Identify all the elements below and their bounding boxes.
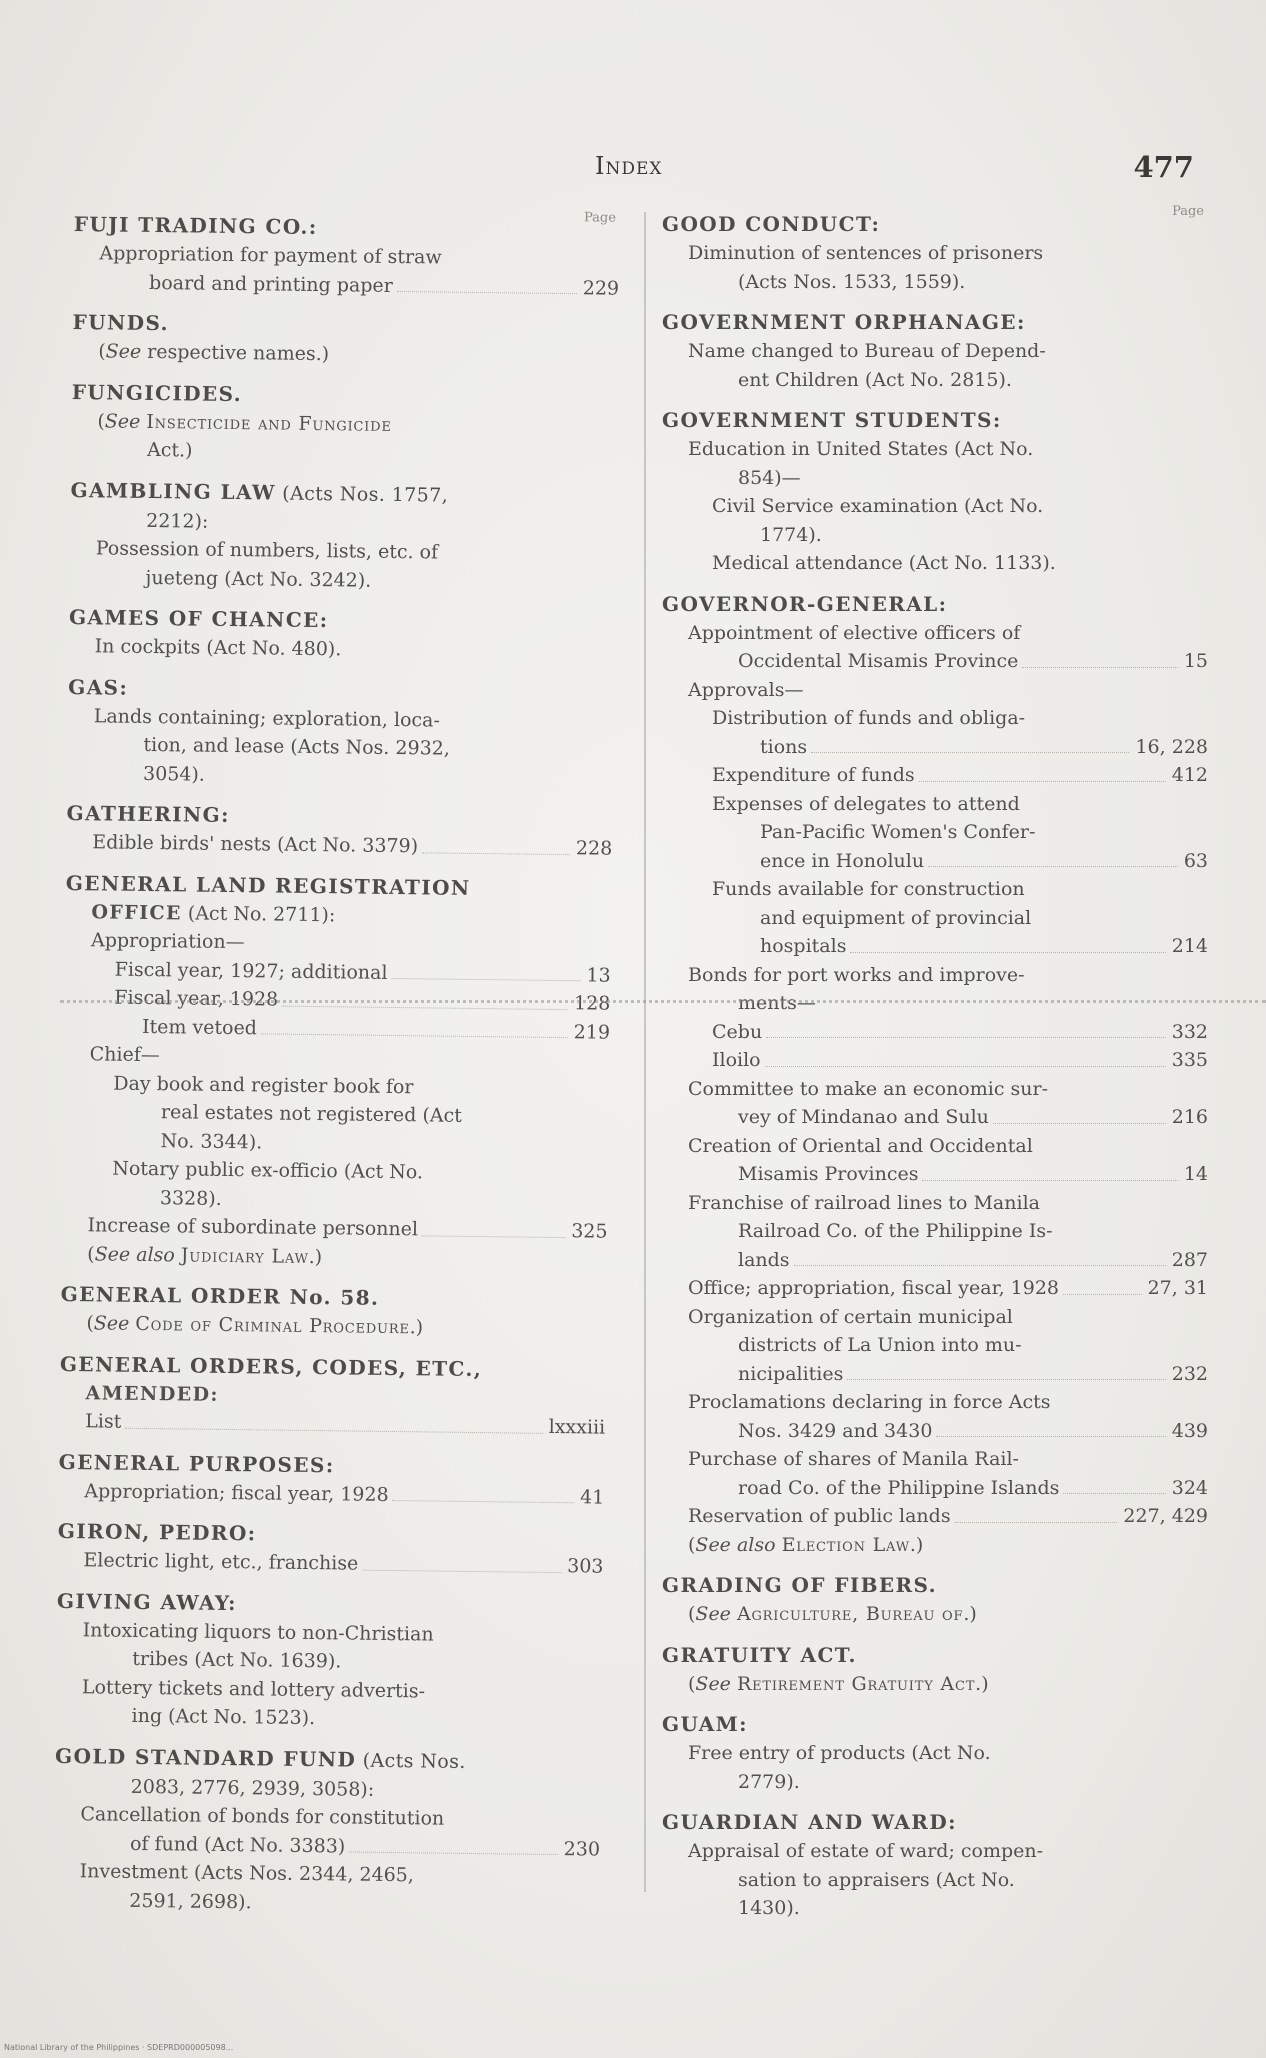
line-text: Nos. 3429 and 3430 xyxy=(738,1419,933,1442)
index-line xyxy=(660,464,1208,493)
dot-leader xyxy=(362,1569,561,1572)
line-text: 3054). xyxy=(142,762,206,786)
index-line xyxy=(59,1239,607,1274)
line-text: Appropriation; fiscal year, 1928 xyxy=(84,1479,389,1506)
index-line xyxy=(660,1075,1208,1104)
page-ref: 41 xyxy=(579,1485,605,1509)
index-line xyxy=(660,1600,1208,1629)
line-text: jueteng (Act No. 3242). xyxy=(145,566,372,592)
page-column-label: Page xyxy=(583,210,617,226)
index-line xyxy=(660,1837,1208,1866)
index-line xyxy=(660,492,1208,521)
page-ref: 232 xyxy=(1171,1362,1208,1385)
line-text: Free entry of products (Act No. xyxy=(688,1742,991,1764)
page-ref: 324 xyxy=(1171,1476,1208,1499)
line-text: Chief— xyxy=(89,1043,160,1067)
page-ref: 335 xyxy=(1171,1049,1208,1071)
page-ref: 412 xyxy=(1171,764,1208,786)
page-ref: 214 xyxy=(1171,935,1208,957)
page-column-label: Page xyxy=(1172,204,1204,219)
line-text: Misamis Provinces xyxy=(738,1163,919,1185)
dot-leader xyxy=(993,1123,1166,1124)
line-text: List xyxy=(85,1410,122,1433)
dot-leader xyxy=(282,1005,568,1009)
page-ref: 63 xyxy=(1183,849,1208,872)
line-text: Increase of subordinate personnel xyxy=(87,1214,419,1241)
index-entry xyxy=(660,1571,1208,1629)
line-text: Occidental Misamis Province xyxy=(738,650,1019,672)
index-entry xyxy=(70,308,619,372)
line-text: Act.) xyxy=(146,438,193,462)
page-ref: 27, 31 xyxy=(1147,1277,1208,1299)
line-text: Appointment of elective officers of xyxy=(688,621,1021,644)
entry-heading: GIVING AWAY: xyxy=(56,1588,238,1615)
page-number: 477 xyxy=(1133,150,1194,184)
entry-heading: GOOD CONDUCT: xyxy=(662,212,881,236)
line-text: Fiscal year, 1928 xyxy=(114,986,279,1011)
page-ref: 229 xyxy=(582,276,620,300)
page-ref: lxxxiii xyxy=(548,1415,606,1439)
entry-heading: GUAM: xyxy=(662,1712,748,1736)
entry-heading: GOLD STANDARD FUND (Acts Nos. xyxy=(54,1743,466,1773)
index-entry xyxy=(660,308,1208,394)
line-text: Lottery tickets and lottery advertis- xyxy=(81,1675,426,1702)
dot-leader xyxy=(936,1436,1165,1437)
index-line xyxy=(660,1388,1208,1417)
index-entry xyxy=(53,1586,603,1736)
index-entry xyxy=(59,868,612,1274)
line-text: (See Insecticide and Fungicide xyxy=(97,409,392,436)
index-entry xyxy=(71,210,620,303)
index-line xyxy=(660,435,1208,464)
line-text: ence in Honolulu xyxy=(760,849,925,872)
dot-leader xyxy=(928,866,1178,867)
dot-leader xyxy=(850,952,1165,953)
line-text: board and printing paper xyxy=(148,271,393,297)
index-entry xyxy=(660,210,1208,296)
line-text: Appropriation— xyxy=(90,929,245,954)
line-text: Civil Service examination (Act No. xyxy=(712,495,1044,517)
page-ref: 228 xyxy=(575,837,613,860)
entry-heading: FUNGICIDES. xyxy=(71,379,243,406)
line-text: Lands containing; exploration, loca- xyxy=(93,704,441,732)
line-text: Creation of Oriental and Occidental xyxy=(688,1134,1033,1157)
line-text: nicipalities xyxy=(738,1362,844,1385)
dot-leader xyxy=(811,752,1129,753)
line-text: ing (Act No. 1523). xyxy=(131,1704,316,1730)
index-line xyxy=(71,267,619,302)
page-ref: 13 xyxy=(586,963,611,987)
page-ref: 219 xyxy=(573,1020,611,1044)
line-text: 854)— xyxy=(738,466,801,489)
index-line xyxy=(660,989,1208,1018)
dot-leader xyxy=(794,1265,1166,1266)
entry-heading: FUJI TRADING CO.: xyxy=(73,212,318,240)
right-index-column xyxy=(660,204,1208,1935)
entry-heading: GENERAL ORDERS, CODES, ETC., xyxy=(59,1351,483,1381)
page-ref: 16, 228 xyxy=(1135,735,1208,758)
running-head xyxy=(0,150,1266,190)
index-line xyxy=(660,1474,1208,1503)
dot-leader xyxy=(422,852,570,855)
index-line xyxy=(660,521,1208,550)
line-text: tion, and lease (Acts Nos. 2932, xyxy=(143,733,450,760)
scan-footer-text: National Library of the Philippines · SDEPRD000005098... xyxy=(4,2043,234,2052)
line-text: 2779). xyxy=(738,1770,800,1793)
entry-heading: GIRON, PEDRO: xyxy=(57,1518,257,1546)
index-line xyxy=(660,818,1208,847)
index-line xyxy=(660,704,1208,733)
line-text: Appropriation for payment of straw xyxy=(99,242,442,269)
entry-heading: GAS: xyxy=(68,674,129,700)
index-line xyxy=(660,1303,1208,1332)
index-line xyxy=(65,758,613,793)
dot-leader xyxy=(919,781,1166,782)
index-line xyxy=(660,1866,1208,1895)
index-line xyxy=(66,632,614,667)
dot-leader xyxy=(847,1379,1165,1380)
line-text: (See also Election Law.) xyxy=(688,1533,924,1556)
index-line xyxy=(660,619,1208,648)
entry-heading: GRADING OF FIBERS. xyxy=(662,1573,938,1597)
line-text: Electric light, etc., franchise xyxy=(83,1549,359,1575)
page-ref: 332 xyxy=(1171,1020,1208,1043)
index-entry xyxy=(64,799,613,863)
index-entry xyxy=(56,1447,605,1511)
line-text: ent Children (Act No. 2815). xyxy=(738,368,1012,391)
index-entry xyxy=(66,603,615,667)
line-text: Committee to make an economic sur- xyxy=(688,1077,1049,1100)
heading-note: (Acts Nos. xyxy=(356,1749,466,1773)
page-ref: 227, 429 xyxy=(1123,1505,1208,1527)
index-line xyxy=(67,562,615,597)
line-text: Iloilo xyxy=(712,1049,761,1071)
line-text: Purchase of shares of Manila Rail- xyxy=(688,1448,1019,1470)
index-entry xyxy=(660,1808,1208,1923)
left-index-column xyxy=(51,210,620,1933)
index-line xyxy=(660,1160,1208,1189)
line-text: Funds available for construction xyxy=(712,878,1025,900)
dot-leader xyxy=(1063,1493,1165,1494)
index-entry xyxy=(51,1741,601,1920)
line-text: road Co. of the Philippine Islands xyxy=(738,1476,1060,1499)
index-line xyxy=(64,828,612,863)
index-line xyxy=(660,337,1208,366)
index-line xyxy=(660,790,1208,819)
line-text: Name changed to Bureau of Depend- xyxy=(688,340,1046,362)
index-line xyxy=(660,1531,1208,1560)
line-text: Edible birds' nests (Act No. 3379) xyxy=(92,831,419,858)
index-line xyxy=(660,268,1208,297)
dot-leader xyxy=(422,1235,565,1238)
index-line xyxy=(660,366,1208,395)
entry-heading: GOVERNMENT ORPHANAGE: xyxy=(662,310,1026,334)
dot-leader xyxy=(391,978,580,981)
page-title: Index xyxy=(595,152,663,180)
line-text: Bonds for port works and improve- xyxy=(688,963,1025,986)
page-ref: 128 xyxy=(573,992,611,1015)
line-text: Day book and register book for xyxy=(113,1072,414,1098)
line-text: Franchise of railroad lines to Manila xyxy=(688,1191,1040,1214)
index-entry xyxy=(55,1517,604,1581)
line-text: 1774). xyxy=(760,523,822,546)
column-divider xyxy=(644,212,646,1892)
index-line xyxy=(660,932,1208,961)
line-text: Approvals— xyxy=(688,678,804,701)
index-line xyxy=(56,1476,604,1511)
line-text: hospitals xyxy=(760,935,847,957)
entry-heading: FUNDS. xyxy=(72,310,170,336)
line-text: (Acts Nos. 1533, 1559). xyxy=(738,270,966,293)
heading-note: (Acts Nos. 1757, xyxy=(275,482,449,507)
page-ref: 325 xyxy=(571,1220,608,1243)
index-line xyxy=(660,1018,1208,1047)
dot-leader xyxy=(125,1427,542,1433)
index-entry xyxy=(69,377,618,470)
page-ref: 287 xyxy=(1171,1248,1208,1271)
index-line xyxy=(660,239,1208,268)
line-text: tions xyxy=(760,735,808,758)
index-line xyxy=(660,1103,1208,1132)
line-text: Investment (Acts Nos. 2344, 2465, xyxy=(79,1860,415,1887)
index-entry xyxy=(57,1349,606,1442)
index-entry xyxy=(65,672,614,793)
line-text: Appraisal of estate of ward; compen- xyxy=(688,1840,1044,1862)
dot-leader xyxy=(765,1066,1166,1067)
entry-heading: GRATUITY ACT. xyxy=(662,1642,857,1667)
entry-heading: GAMBLING LAW (Acts Nos. 1757, xyxy=(70,477,449,507)
line-text: Item vetoed xyxy=(141,1015,258,1039)
index-line xyxy=(660,1768,1208,1797)
index-line xyxy=(51,1885,599,1920)
line-text: Cancellation of bonds for constitution xyxy=(80,1803,445,1830)
index-line xyxy=(660,1189,1208,1218)
index-entry xyxy=(660,1641,1208,1699)
line-text: AMENDED: xyxy=(85,1381,219,1406)
index-line xyxy=(660,904,1208,933)
entry-heading: GUARDIAN AND WARD: xyxy=(662,1810,957,1834)
left-entry-list xyxy=(51,210,620,1921)
page-ref: 14 xyxy=(1183,1163,1208,1185)
index-line xyxy=(660,1894,1208,1923)
line-text: In cockpits (Act No. 480). xyxy=(94,635,342,661)
line-text: 2591, 2698). xyxy=(129,1889,252,1913)
line-text: ments— xyxy=(738,992,816,1014)
index-line xyxy=(660,1331,1208,1360)
dot-leader xyxy=(261,1033,568,1038)
entry-heading: GATHERING: xyxy=(66,800,231,827)
line-text: 2083, 2776, 2939, 3058): xyxy=(130,1775,375,1801)
index-line xyxy=(660,1217,1208,1246)
line-text: Cebu xyxy=(712,1020,763,1043)
index-line xyxy=(660,1502,1208,1531)
index-line xyxy=(660,1360,1208,1389)
index-entry xyxy=(660,1710,1208,1796)
dot-leader xyxy=(349,1852,557,1856)
index-entry xyxy=(58,1280,607,1344)
page-ref: 439 xyxy=(1171,1419,1208,1442)
index-line xyxy=(660,1132,1208,1161)
line-text: lands xyxy=(738,1248,790,1271)
line-text: Organization of certain municipal xyxy=(688,1305,1013,1328)
index-line xyxy=(70,337,618,372)
line-text: Diminution of sentences of prisoners xyxy=(688,242,1044,264)
line-text: Fiscal year, 1927; additional xyxy=(114,958,388,984)
entry-heading: GENERAL PURPOSES: xyxy=(58,1449,335,1477)
index-line xyxy=(69,435,617,470)
dot-leader xyxy=(955,1522,1118,1523)
line-text: Intoxicating liquors to non-Christian xyxy=(82,1618,434,1646)
index-line xyxy=(660,1246,1208,1275)
line-text: Railroad Co. of the Philippine Is- xyxy=(738,1220,1053,1242)
line-text: (See respective names.) xyxy=(98,340,330,366)
page-ref: 15 xyxy=(1183,650,1208,672)
dot-leader xyxy=(1022,667,1177,668)
index-line xyxy=(660,961,1208,990)
dot-leader xyxy=(397,291,577,294)
entry-heading: GOVERNMENT STUDENTS: xyxy=(662,408,1002,432)
entry-heading: GAMES OF CHANCE: xyxy=(68,604,329,633)
entry-heading: GOVERNOR-GENERAL: xyxy=(662,591,948,616)
line-text: tribes (Act No. 1639). xyxy=(132,1647,342,1673)
index-line xyxy=(660,676,1208,705)
line-text: Office; appropriation, fiscal year, 1928 xyxy=(688,1277,1060,1299)
index-line xyxy=(58,1309,606,1344)
line-text: Medical attendance (Act No. 1133). xyxy=(712,552,1056,574)
index-line xyxy=(660,1274,1208,1303)
line-text: Possession of numbers, lists, etc. of xyxy=(95,537,439,564)
line-text: districts of La Union into mu- xyxy=(738,1334,1022,1356)
line-text: vey of Mindanao and Sulu xyxy=(738,1106,989,1128)
line-text: Expenditure of funds xyxy=(712,764,915,786)
line-text: 3328). xyxy=(159,1186,222,1210)
index-line xyxy=(660,1739,1208,1768)
index-line xyxy=(660,549,1208,578)
line-text: (See Agriculture, Bureau of.) xyxy=(688,1603,977,1625)
dot-leader xyxy=(1063,1294,1142,1295)
right-entry-list xyxy=(660,210,1208,1923)
line-text: Notary public ex-officio (Act No. xyxy=(112,1157,424,1184)
index-line xyxy=(660,1417,1208,1446)
page-ref: 216 xyxy=(1171,1106,1208,1128)
index-line xyxy=(660,847,1208,876)
line-text: real estates not registered (Act xyxy=(160,1101,462,1127)
line-text: (See Retirement Gratuity Act.) xyxy=(688,1672,989,1695)
line-text: of fund (Act No. 3383) xyxy=(129,1832,346,1857)
entry-heading: GENERAL LAND REGISTRATION xyxy=(65,870,471,900)
index-line xyxy=(660,1670,1208,1699)
index-line xyxy=(660,875,1208,904)
dot-leader xyxy=(393,1500,575,1503)
index-entry xyxy=(660,590,1208,1560)
line-text: Proclamations declaring in force Acts xyxy=(688,1391,1051,1413)
dot-leader xyxy=(922,1180,1177,1181)
index-line xyxy=(53,1701,601,1736)
line-text: 1430). xyxy=(738,1897,800,1919)
page-ref: 303 xyxy=(567,1555,604,1578)
line-text: sation to appraisers (Act No. xyxy=(738,1868,1015,1891)
page-ref: 230 xyxy=(563,1837,601,1861)
index-line xyxy=(660,1445,1208,1474)
index-line xyxy=(660,761,1208,790)
line-text: No. 3344). xyxy=(160,1129,263,1153)
index-line xyxy=(660,1046,1208,1075)
line-text: Pan-Pacific Women's Confer- xyxy=(760,821,1036,843)
line-text: (See Code of Criminal Procedure.) xyxy=(86,1312,424,1339)
line-text: Education in United States (Act No. xyxy=(688,438,1034,460)
index-line xyxy=(57,1407,605,1442)
line-text: Reservation of public lands xyxy=(688,1505,951,1527)
index-line xyxy=(55,1546,603,1581)
dot-leader xyxy=(766,1037,1166,1038)
line-text: OFFICE (Act No. 2711): xyxy=(91,900,336,926)
index-entry xyxy=(660,406,1208,578)
line-text: and equipment of provincial xyxy=(760,906,1032,929)
entry-heading: GENERAL ORDER No. 58. xyxy=(60,1281,380,1310)
scan-fold-artifact xyxy=(60,1000,1266,1003)
index-entry xyxy=(67,475,616,597)
line-text: Distribution of funds and obliga- xyxy=(712,707,1026,729)
line-text: (See also Judiciary Law.) xyxy=(87,1242,323,1268)
line-text: Expenses of delegates to attend xyxy=(712,792,1020,815)
index-line xyxy=(660,647,1208,676)
index-line xyxy=(660,733,1208,762)
line-text: 2212): xyxy=(146,509,209,533)
